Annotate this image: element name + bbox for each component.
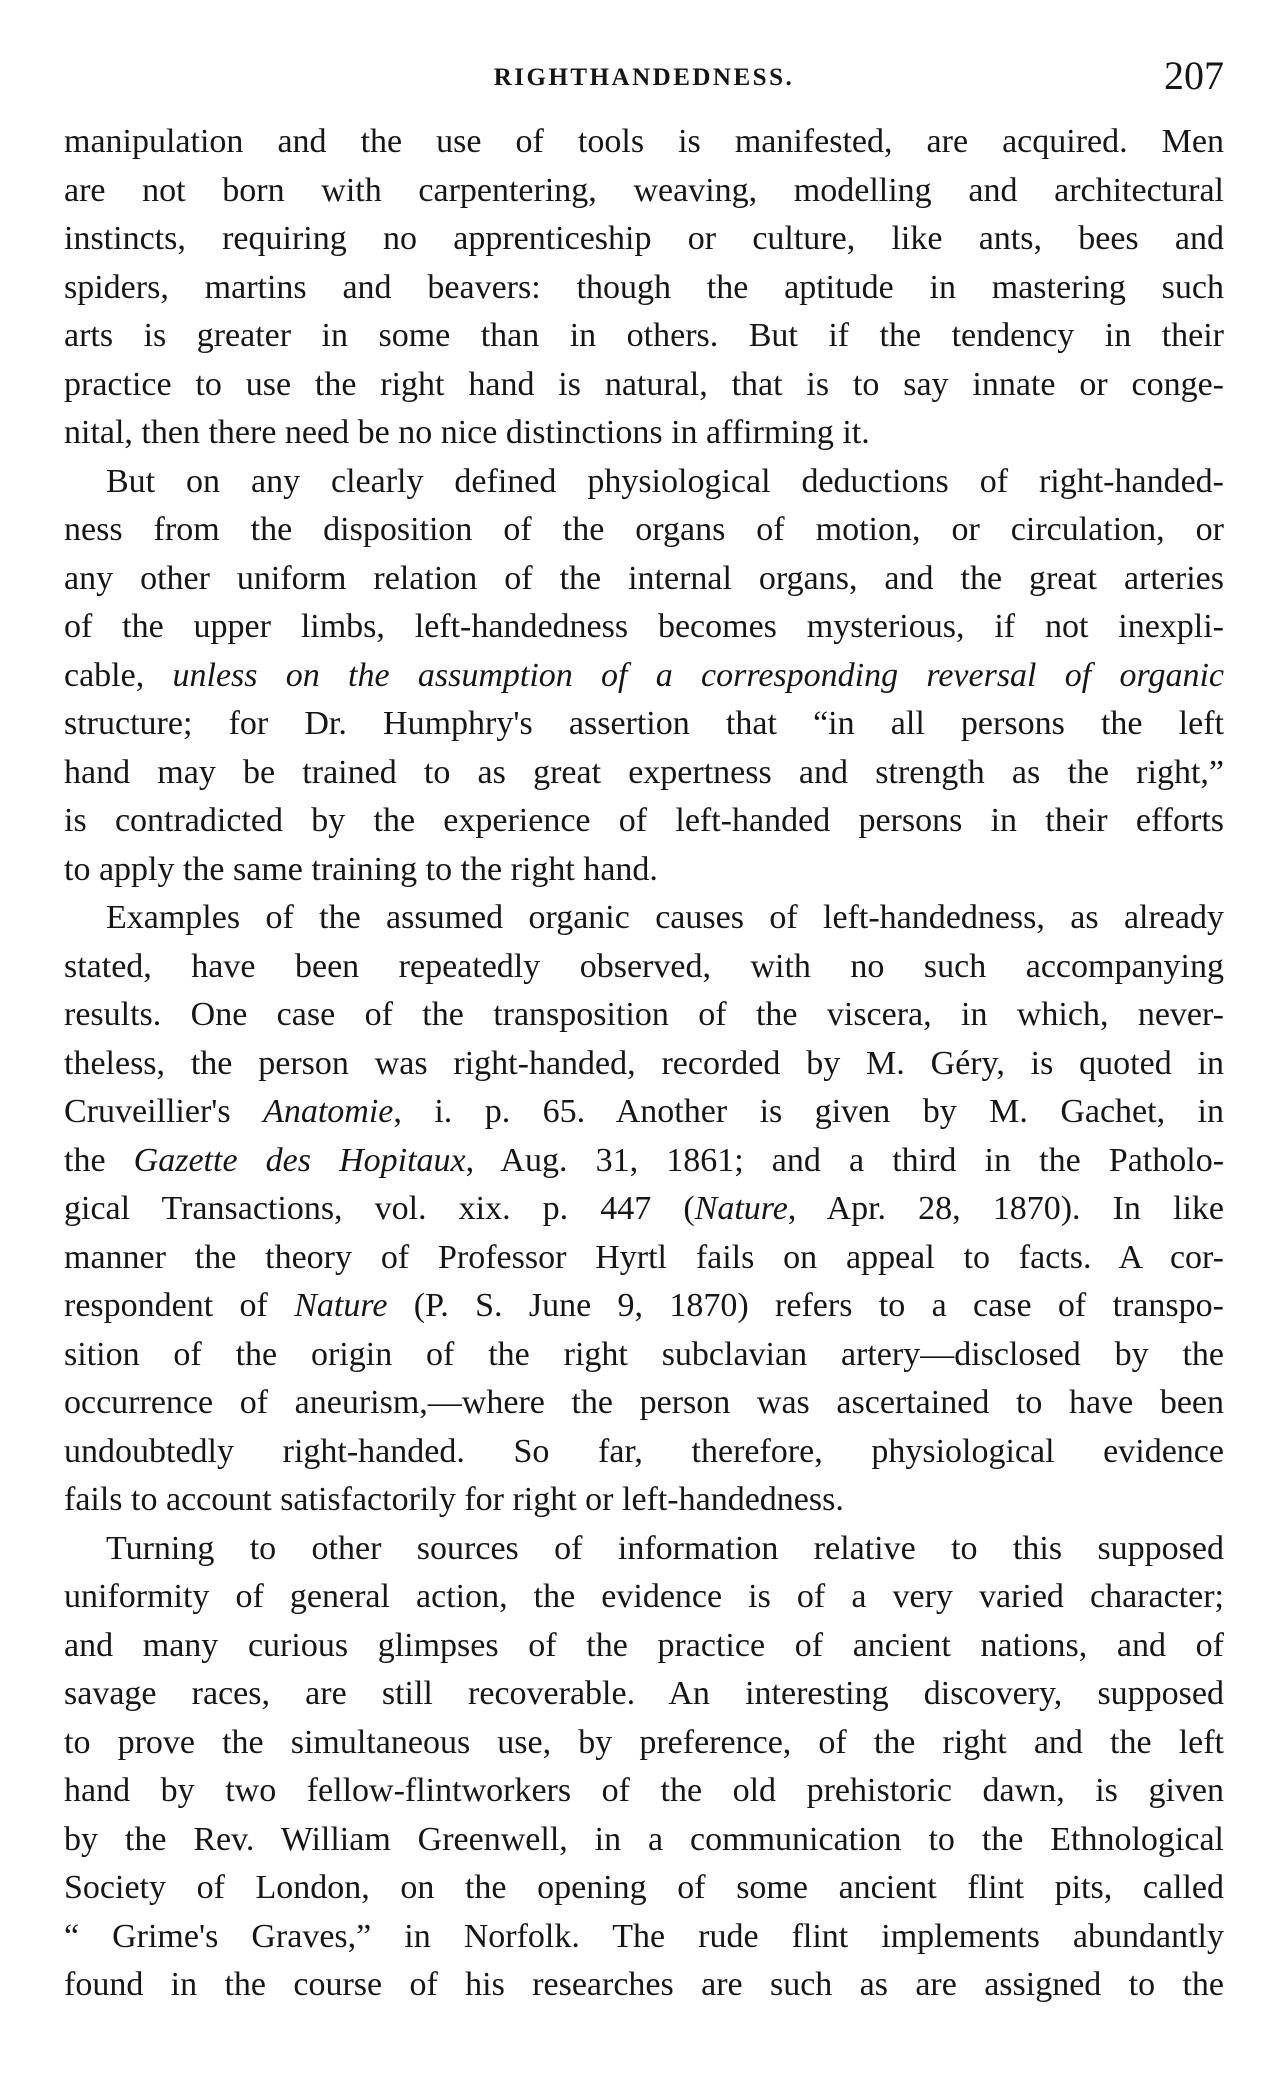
text-line: undoubtedly right-handed. So far, therefore, physiological evidence <box>64 1432 1224 1470</box>
text-line: results. One case of the transposition of the viscera, in which, never- <box>64 996 1224 1033</box>
text-line: theless, the person was right-handed, recorded by M. Géry, is quoted in <box>64 1044 1224 1082</box>
text-line: “ Grime's Graves,” in Norfolk. The rude flint implements abundantly <box>64 1917 1224 1955</box>
text-line: nital, then there need be no nice distinctions in affirming it. <box>64 414 870 451</box>
page-number: 207 <box>1164 53 1224 98</box>
text-line: occurrence of aneurism,—where the person was ascertained to have been <box>64 1384 1224 1421</box>
text-line: by the Rev. William Greenwell, in a communication to the Ethnological <box>64 1820 1224 1858</box>
text-line: spiders, martins and beavers: though the aptitude in mastering such <box>64 268 1224 306</box>
text-line: hand by two fellow-flintworkers of the old prehistoric dawn, is given <box>64 1772 1224 1809</box>
text-line: gical Transactions, vol. xix. p. 447 (Nature, Apr. 28, 1870). In like <box>64 1190 1224 1227</box>
text-line: to prove the simultaneous use, by preference, of the right and the left <box>64 1723 1224 1761</box>
text-line: ness from the disposition of the organs of motion, or circulation, or <box>64 511 1224 548</box>
text-line: of the upper limbs, left-handedness becomes mysterious, if not inexpli- <box>64 608 1224 645</box>
text-line: arts is greater in some than in others. But if the tendency in their <box>64 317 1224 354</box>
text-line: uniformity of general action, the evidence is of a very varied character; <box>64 1578 1224 1615</box>
text-line: instincts, requiring no apprenticeship or culture, like ants, bees and <box>64 220 1224 257</box>
book-page <box>64 44 1224 2010</box>
text-line: and many curious glimpses of the practice of ancient nations, and of <box>64 1626 1224 1664</box>
body-text <box>64 118 1224 2010</box>
text-line: But on any clearly defined physiological deductions of right-handed- <box>106 462 1224 500</box>
text-line: found in the course of his researches are such as are assigned to the <box>64 1966 1224 2003</box>
text-line: cable, unless on the assumption of a corresponding reversal of organic <box>64 656 1225 694</box>
text-line: Society of London, on the opening of some ancient flint pits, called <box>64 1869 1224 1906</box>
text-line: savage races, are still recoverable. An interesting discovery, supposed <box>64 1675 1224 1712</box>
text-line: structure; for Dr. Humphry's assertion that “in all persons the left <box>64 705 1224 742</box>
paragraph-1 <box>64 118 1224 458</box>
text-line: Examples of the assumed organic causes of left-handedness, as already <box>106 899 1224 936</box>
text-line: manner the theory of Professor Hyrtl fails on appeal to facts. A cor- <box>64 1238 1224 1276</box>
text-line: hand may be trained to as great expertness and strength as the right,” <box>64 753 1224 791</box>
text-line: sition of the origin of the right subclavian artery—disclosed by the <box>64 1335 1224 1373</box>
text-line: is contradicted by the experience of left-handed persons in their efforts <box>64 802 1224 839</box>
text-line: any other uniform relation of the internal organs, and the great arteries <box>64 559 1224 597</box>
paragraph-4 <box>64 1525 1224 2010</box>
text-line: to apply the same training to the right hand. <box>64 850 658 888</box>
paragraph-3 <box>64 894 1224 1525</box>
text-line: manipulation and the use of tools is manifested, are acquired. Men <box>64 123 1224 160</box>
text-line: are not born with carpentering, weaving, modelling and architectural <box>64 171 1224 209</box>
running-head: RIGHTHANDEDNESS. <box>493 64 795 91</box>
text-line: Turning to other sources of information relative to this supposed <box>106 1529 1224 1567</box>
paragraph-2 <box>64 458 1224 895</box>
text-line: practice to use the right hand is natural, that is to say innate or conge- <box>64 365 1224 403</box>
page-header <box>64 44 1224 104</box>
text-line: respondent of Nature (P. S. June 9, 1870) refers to a case of transpo- <box>64 1287 1224 1324</box>
text-line: stated, have been repeatedly observed, with no such accompanying <box>64 947 1224 985</box>
text-line: Cruveillier's Anatomie, i. p. 65. Another is given by M. Gachet, in <box>64 1093 1224 1130</box>
text-line: the Gazette des Hopitaux, Aug. 31, 1861; and a third in the Patholo- <box>64 1141 1225 1179</box>
text-line: fails to account satisfactorily for right or left-handedness. <box>64 1481 844 1518</box>
